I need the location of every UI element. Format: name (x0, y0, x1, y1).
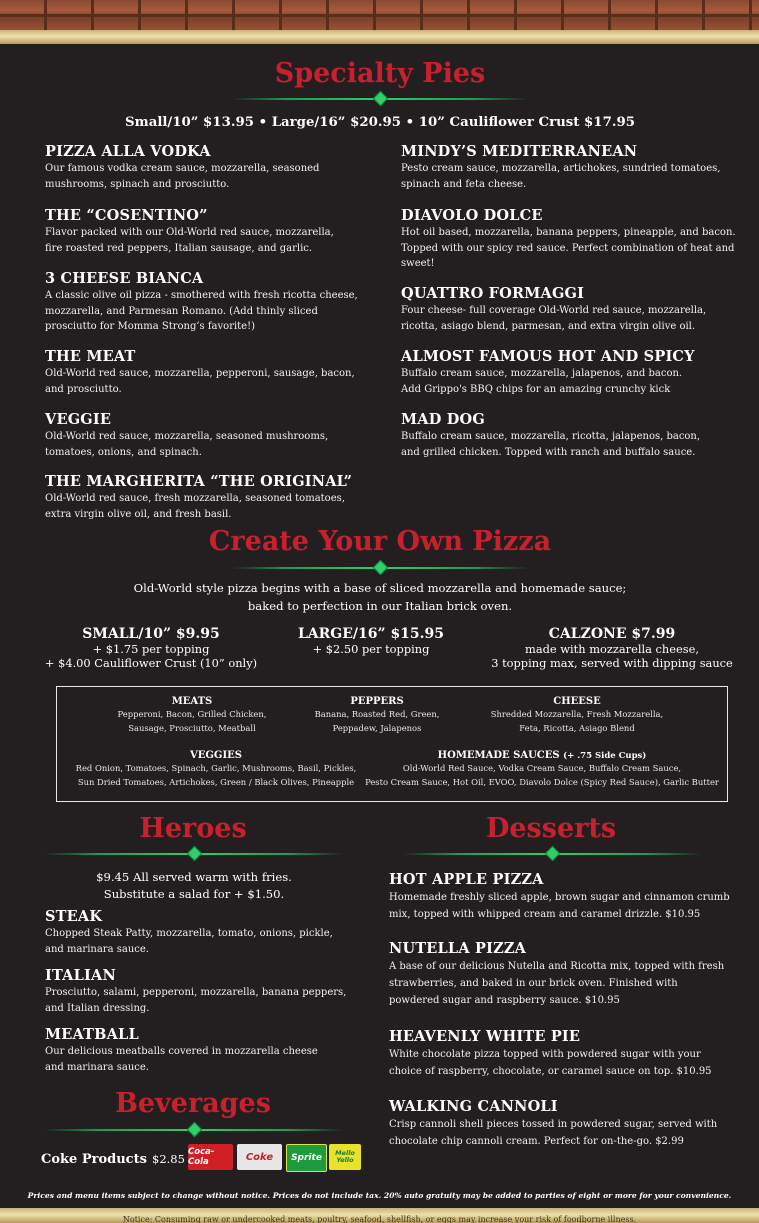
cyo-large-title: LARGE/16” $15.95 (297, 626, 445, 642)
toppings-line: Shredded Mozzarella, Fresh Mozzarella, (490, 709, 664, 719)
item-description: Our famous vodka cream sauce, mozzarella, seasoned mushrooms, spinach and prosciutto. (45, 163, 320, 190)
health-notice: Notice: Consuming raw or undercooked meats, poultry, seafood, shellfish, or eggs may increase your risk of foodborne illness. (122, 1215, 637, 1223)
item-name: HOT APPLE PIZZA (389, 871, 544, 888)
desserts-divider (403, 848, 701, 860)
toppings-cheese (467, 696, 687, 735)
hero-item (45, 1026, 355, 1075)
item-description: Homemade freshly sliced apple, brown sugar and cinnamon crumb mix, topped with whipped cream and caramel drizzle. $10.95 (389, 892, 730, 920)
item-name: HEAVENLY WHITE PIE (389, 1028, 581, 1045)
item-description: Prosciutto, salami, pepperoni, mozzarella, banana peppers, and Italian dressing. (45, 987, 347, 1014)
item-description: Flavor packed with our Old-World red sauce, mozzarella, fire roasted red peppers, Italian sausage, and garlic. (45, 227, 334, 254)
desserts-title: Desserts (485, 813, 617, 844)
beverages-title: Beverages (115, 1088, 271, 1119)
item-name: ALMOST FAMOUS HOT AND SPICY (401, 348, 695, 365)
item-description: Old-World red sauce, fresh mozzarella, seasoned tomatoes, extra virgin olive oil, and fresh basil. (45, 493, 345, 520)
item-name: MAD DOG (401, 411, 485, 428)
dessert-item (389, 871, 734, 923)
brick-header (0, 0, 759, 30)
cyo-large (266, 626, 476, 656)
item-description: Crisp cannoli shell pieces tossed in powdered sugar, served with chocolate chip cannoli cream. Perfect for on-the-go. $2.99 (389, 1119, 718, 1147)
specialty-prices: Small/10” $13.95 • Large/16” $20.95 • 10” Cauliflower Crust $17.95 (125, 115, 635, 130)
diet-coke-logo: Coke (237, 1144, 282, 1170)
cyo-small (35, 626, 267, 670)
toppings-line: Red Onion, Tomatoes, Spinach, Garlic, Mushrooms, Basil, Pickles, (75, 763, 357, 773)
mello-yello-logo: Mello Yello (329, 1144, 361, 1170)
cyo-intro-line1: Old-World style pizza begins with a base of sliced mozzarella and homemade sauce; (133, 581, 627, 595)
diamond-ornament-icon (373, 560, 389, 576)
item-description: Old-World red sauce, mozzarella, seasoned mushrooms, tomatoes, onions, and spinach. (45, 431, 329, 458)
toppings-line: Sun Dried Tomatoes, Artichokes, Green / Black Olives, Pineapple (77, 777, 355, 787)
sprite-logo: Sprite (286, 1144, 327, 1172)
item-name: QUATTRO FORMAGGI (401, 285, 585, 302)
cyo-small-title: SMALL/10” $9.95 (82, 626, 220, 642)
toppings-line: Peppadew, Jalapenos (332, 723, 422, 733)
specialty-item (401, 411, 736, 460)
gold-trim-bottom (0, 1208, 759, 1223)
item-description: A classic olive oil pizza - smothered with fresh ricotta cheese, mozzarella, and Parmesan Romano. (Add thinly sliced prosciutto for Momma Strong’s favorite!) (45, 290, 358, 332)
item-name: PIZZA ALLA VODKA (45, 143, 211, 160)
item-description: Pesto cream sauce, mozzarella, artichokes, sundried tomatoes, spinach and feta cheese. (401, 163, 721, 190)
toppings-head: PEPPERS (350, 696, 404, 707)
specialty-item (45, 348, 365, 397)
specialty-pies-title: Specialty Pies (274, 58, 486, 89)
item-description: Our delicious meatballs covered in mozzarella cheese and marinara sauce. (45, 1046, 318, 1073)
item-name: MINDY’S MEDITERRANEAN (401, 143, 638, 160)
item-name: WALKING CANNOLI (389, 1098, 558, 1115)
cyo-large-line1: + $2.50 per topping (312, 642, 430, 656)
toppings-line: Feta, Ricotta, Asiago Blend (519, 723, 635, 733)
sauces-head-note: (+ .75 Side Cups) (563, 751, 647, 761)
coke-products (41, 1148, 185, 1167)
item-name: MEATBALL (45, 1026, 139, 1043)
item-description: A base of our delicious Nutella and Ricotta mix, topped with fresh strawberries, and baked in our brick oven. Finished with powdered sugar and raspberry sauce. $10.95 (389, 961, 725, 1006)
coke-products-price: $2.85 (152, 1152, 185, 1166)
dessert-item (389, 1098, 734, 1150)
toppings-line: Sausage, Prosciutto, Meatball (128, 723, 256, 733)
coke-products-label: Coke Products (41, 1152, 147, 1167)
cyo-small-line1: + $1.75 per topping (92, 642, 210, 656)
toppings-line: Pepperoni, Bacon, Grilled Chicken, (117, 709, 267, 719)
toppings-head (362, 750, 722, 761)
item-name: NUTELLA PIZZA (389, 940, 527, 957)
heroes-intro-line2: Substitute a salad for + $1.50. (103, 887, 285, 901)
sauces-head-text: HOMEMADE SAUCES (437, 750, 560, 761)
diamond-ornament-icon (187, 846, 203, 862)
item-description: Hot oil based, mozzarella, banana peppers, pineapple, and bacon. Topped with our spicy red sauce. Perfect combination of heat and sweet! (401, 227, 736, 269)
cyo-title: Create Your Own Pizza (208, 526, 552, 557)
specialty-item (401, 207, 736, 272)
cyo-calzone-title: CALZONE $7.99 (548, 626, 676, 642)
dessert-item (389, 940, 734, 1009)
item-description: Four cheese- full coverage Old-World red sauce, mozzarella, ricotta, asiago blend, parmesan, and extra virgin olive oil. (401, 305, 707, 332)
beverage-logos (188, 1144, 363, 1171)
specialty-item (45, 473, 365, 522)
cyo-calzone-line1: made with mozzarella cheese, (525, 642, 699, 656)
item-description: Buffalo cream sauce, mozzarella, jalapenos, and bacon. Add Grippo's BBQ chips for an amazing crunchy kick (401, 368, 683, 395)
specialty-item (401, 348, 736, 397)
toppings-head: MEATS (171, 696, 213, 707)
cyo-small-line2: + $4.00 Cauliflower Crust (10” only) (44, 656, 258, 670)
item-name: THE MARGHERITA “THE ORIGINAL” (45, 473, 353, 490)
diamond-ornament-icon (373, 91, 389, 107)
specialty-item (45, 143, 365, 192)
heroes-intro-line1: $9.45 All served warm with fries. (96, 870, 292, 884)
specialty-item (401, 285, 736, 334)
hero-item (45, 967, 355, 1016)
item-description: Old-World red sauce, mozzarella, pepperoni, sausage, bacon, and prosciutto. (45, 368, 355, 395)
item-name: VEGGIE (45, 411, 112, 428)
toppings-box (56, 686, 728, 802)
item-name: STEAK (45, 908, 103, 925)
toppings-line: Pesto Cream Sauce, Hot Oil, EVOO, Diavolo Dolce (Spicy Red Sauce), Garlic Butter (365, 777, 719, 787)
item-description: White chocolate pizza topped with powdered sugar with your choice of raspberry, chocolate, or caramel sauce on top. $10.95 (389, 1049, 712, 1077)
coca-cola-logo: Coca-Cola (188, 1144, 233, 1170)
gold-trim-top (0, 30, 759, 44)
heroes-divider (44, 848, 344, 860)
toppings-sauces (362, 750, 722, 789)
cyo-calzone-line2: 3 topping max, served with dipping sauce (491, 656, 733, 670)
specialty-divider (232, 93, 528, 105)
item-name: THE MEAT (45, 348, 136, 365)
toppings-meats (97, 696, 287, 735)
item-name: THE “COSENTINO” (45, 207, 208, 224)
item-name: 3 CHEESE BIANCA (45, 270, 204, 287)
dessert-item (389, 1028, 734, 1080)
specialty-item (45, 270, 365, 335)
diamond-ornament-icon (187, 1122, 203, 1138)
specialty-item (45, 411, 365, 460)
item-description: Buffalo cream sauce, mozzarella, ricotta, jalapenos, bacon, and grilled chicken. Topped with ranch and buffalo sauce. (401, 431, 701, 458)
item-name: DIAVOLO DOLCE (401, 207, 543, 224)
heroes-title: Heroes (139, 813, 247, 844)
diamond-ornament-icon (545, 846, 561, 862)
toppings-line: Banana, Roasted Red, Green, (314, 709, 440, 719)
cyo-intro-line2: baked to perfection in our Italian brick oven. (247, 599, 513, 613)
item-name: ITALIAN (45, 967, 116, 984)
toppings-veggies (71, 750, 361, 789)
toppings-head: VEGGIES (190, 750, 242, 761)
price-disclaimer: Prices and menu items subject to change without notice. Prices do not include tax. 20% auto gratuity may be added to parties of eight or more for your convenience. (27, 1191, 732, 1200)
specialty-item (401, 143, 736, 192)
item-description: Chopped Steak Patty, mozzarella, tomato, onions, pickle, and marinara sauce. (45, 928, 333, 955)
hero-item (45, 908, 355, 957)
toppings-head: CHEESE (553, 696, 601, 707)
cyo-calzone (482, 626, 742, 670)
toppings-line: Old-World Red Sauce, Vodka Cream Sauce, Buffalo Cream Sauce, (402, 763, 682, 773)
cyo-divider (232, 562, 528, 574)
toppings-peppers (287, 696, 467, 735)
specialty-item (45, 207, 365, 256)
beverages-divider (44, 1124, 344, 1136)
